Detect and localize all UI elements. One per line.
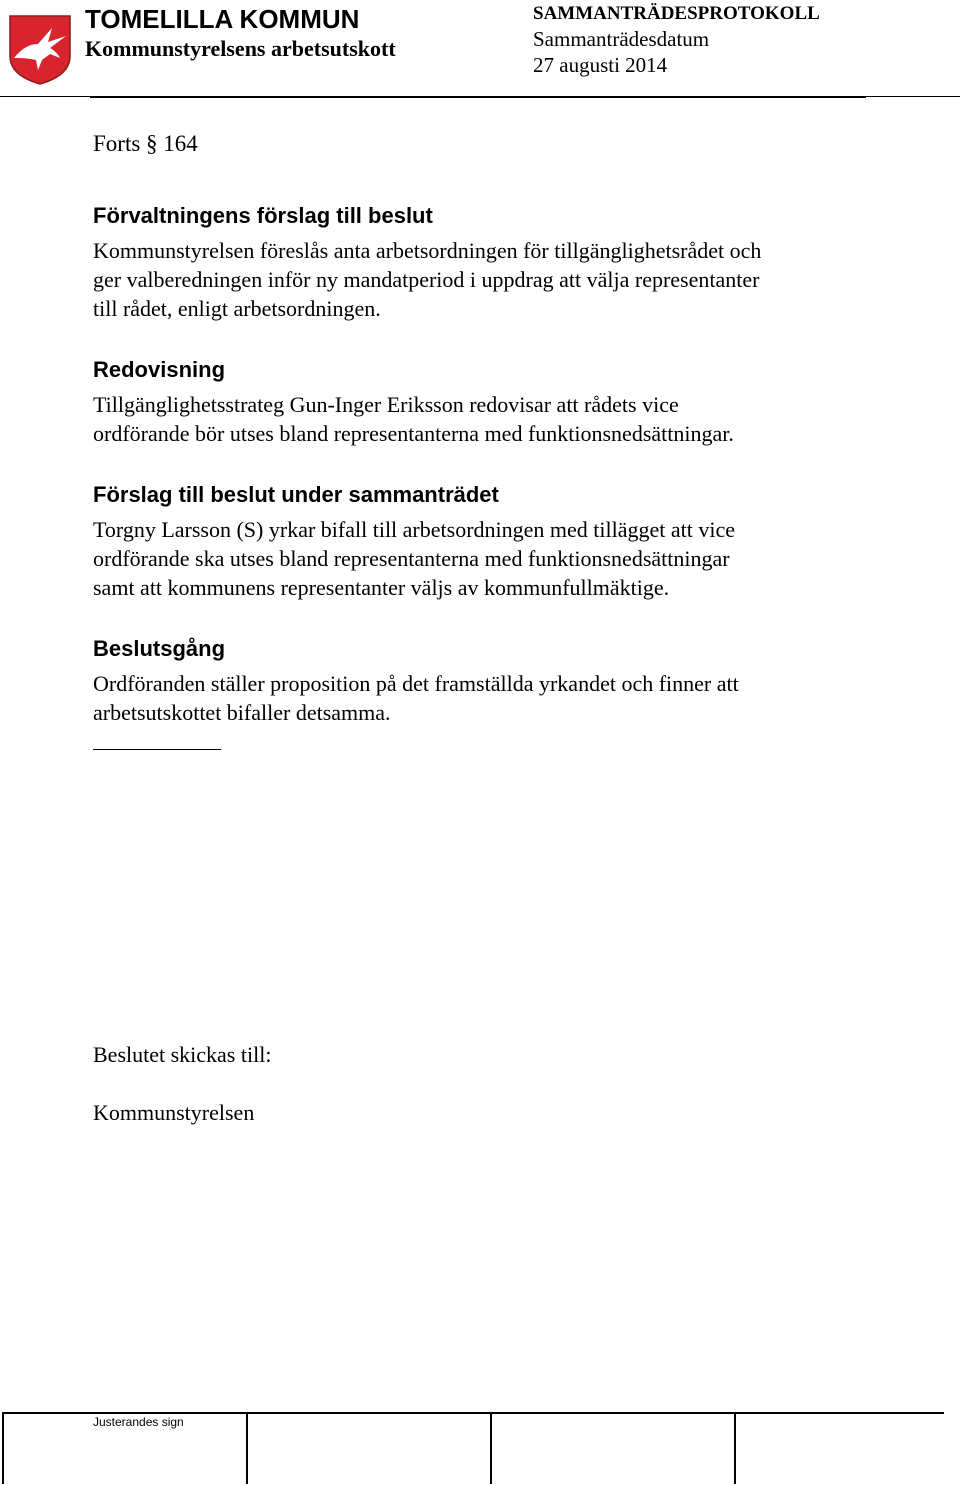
section-heading: Förslag till beslut under sammanträdet — [93, 482, 499, 507]
section-proposal — [93, 202, 883, 323]
section-heading: Beslutsgång — [93, 636, 226, 661]
signature-footer — [0, 1412, 960, 1485]
section-report — [93, 356, 883, 448]
signature-box — [490, 1412, 735, 1484]
section-text: Tillgänglighetsstrateg Gun-Inger Eriksson redovisar att rådets vice ordförande bör utses bland representanterna med funktionsnedsättningar. — [93, 392, 734, 446]
organization-unit: Kommunstyrelsens arbetsutskott — [85, 36, 396, 61]
meeting-date: 27 augusti 2014 — [533, 53, 668, 77]
header-divider-thick — [90, 96, 866, 98]
distribution-label: Beslutet skickas till: — [93, 1042, 272, 1067]
section-text: Torgny Larsson (S) yrkar bifall till arbetsordningen med tillägget att vice ordförande ska utses bland representanterna med funktionsnedsättningar samt att kommunens representanter väljs av kommunfullmäktige. — [93, 517, 735, 600]
signature-box — [734, 1412, 944, 1484]
signature-box — [246, 1412, 491, 1484]
meeting-date-label: Sammanträdesdatum — [533, 27, 710, 51]
document-header — [0, 0, 960, 100]
section-meeting-proposal — [93, 481, 883, 602]
section-text: Ordföranden ställer proposition på det framställda yrkandet och finner att arbetsutskottet bifaller detsamma. — [93, 671, 739, 725]
document-type: SAMMANTRÄDESPROTOKOLL — [533, 3, 820, 24]
section-heading: Redovisning — [93, 357, 226, 382]
organization-name: TOMELILLA KOMMUN — [85, 4, 360, 34]
section-text: Kommunstyrelsen föreslås anta arbetsordningen för tillgänglighetsrådet och ger valberedningen inför ny mandatperiod i uppdrag att välja representanter till rådet, enligt arbetsordningen. — [93, 238, 762, 321]
distribution-list — [93, 1040, 693, 1128]
section-heading: Förvaltningens förslag till beslut — [93, 203, 433, 228]
sign-label: Justerandes sign — [93, 1415, 184, 1429]
coat-of-arms-icon — [8, 14, 72, 86]
continuation-paragraph-ref: Forts § 164 — [93, 131, 198, 156]
recipient-item: Kommunstyrelsen — [93, 1100, 255, 1125]
end-of-section-rule — [93, 749, 221, 750]
document-body — [93, 130, 883, 750]
section-decision-procedure — [93, 635, 883, 727]
